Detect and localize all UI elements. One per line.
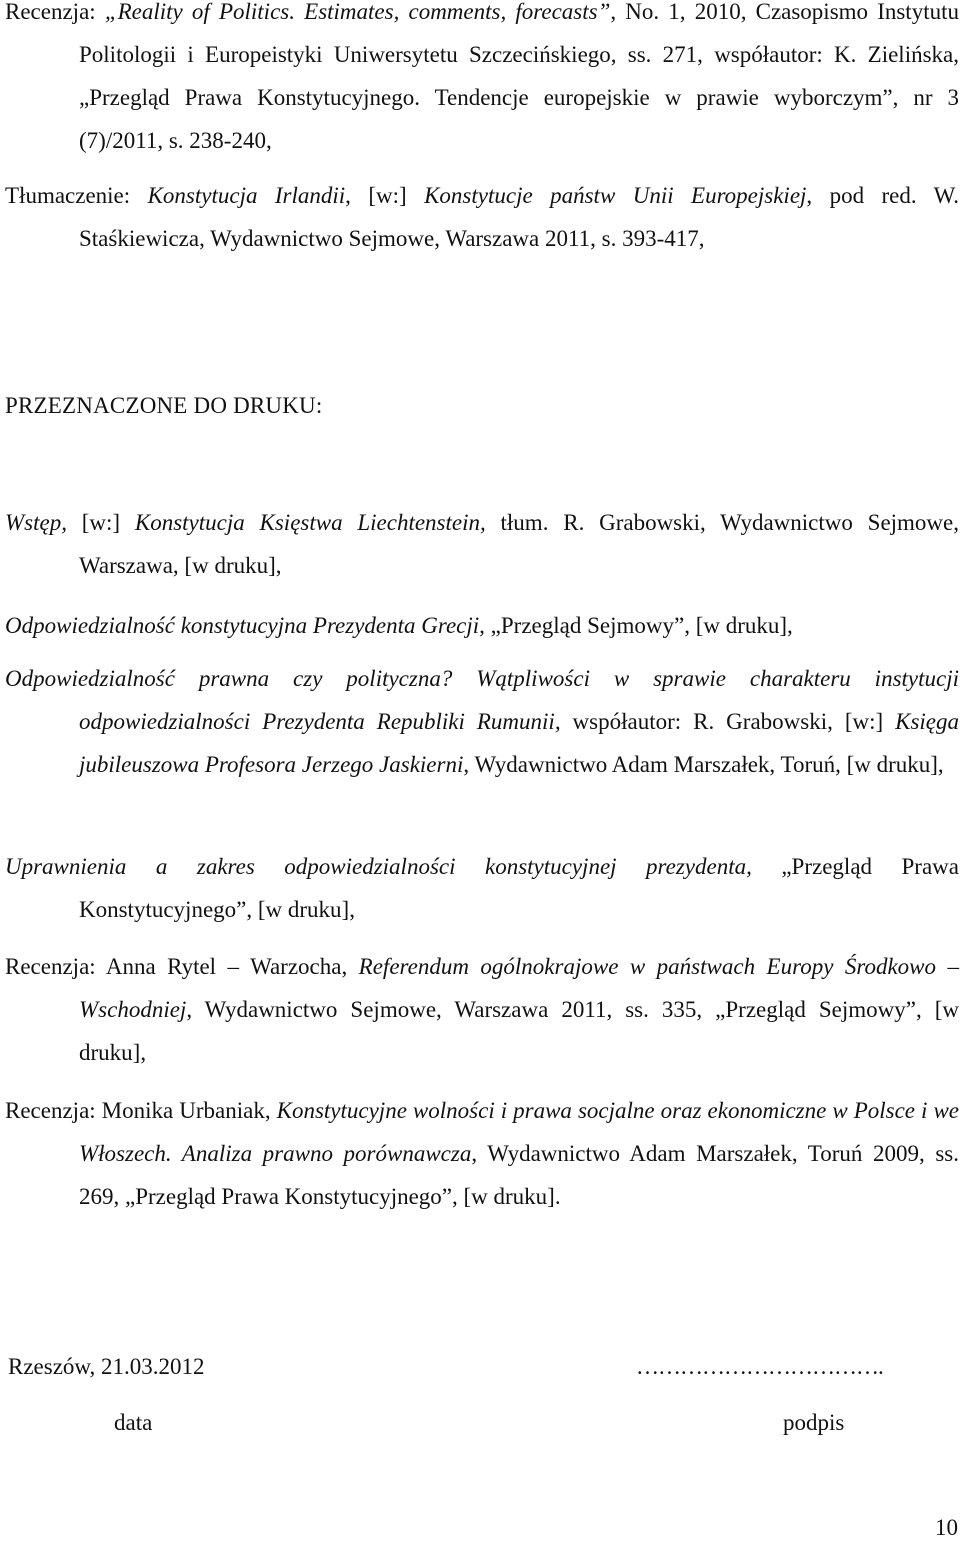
entry-title-text: Konstytucyjne wolności i prawa socjalne oraz ekonomiczne w Polsce i we Włoszech. Analiza prawno porównawcza [79,1098,959,1166]
entry-title-text: Odpowiedzialność konstytucyjna Prezydenta Grecji, [5,613,485,638]
signature-dots-line: ……………………………. [636,1354,883,1379]
date-label: data [114,1410,153,1435]
entry-text: tłum. R. Grabowski, Wydawnictwo Sejmowe, Warszawa, [w druku], [79,510,959,578]
entry-title-text: Uprawnienia a zakres odpowiedzialności konstytucyjnej prezydenta, [5,854,752,879]
entry-text: , Wydawnictwo Sejmowe, Warszawa 2011, ss. 335, „Przegląd Sejmowy”, [w druku], [79,997,959,1065]
entry-review-referendum [5,945,959,1074]
entry-title-text: Referendum ogólnokrajowe w państwach Europy Środkowo – Wschodniej [79,954,959,1022]
section-heading-for-print: PRZEZNACZONE DO DRUKU: [5,393,323,418]
entry-title-text: Księga jubileuszowa Profesora Jerzego Jaskierni [79,709,959,777]
entry-text: „Przegląd Sejmowy”, [w druku], [484,613,793,638]
entry-greece-president [5,604,959,647]
entry-title-text: Konstytucje państw Unii Europejskiej [424,183,807,208]
entry-text: , pod red. W. Staśkiewicza, Wydawnictwo Sejmowe, Warszawa 2011, s. 393-417, [79,183,959,251]
entry-review-social-rights [5,1089,959,1218]
entry-review-reality-of-politics [5,0,959,162]
entry-title-text: „Reality of Politics. Estimates, comments, forecasts” [104,0,611,24]
page-number: 10 [935,1515,958,1540]
entry-text: , Wydawnictwo Adam Marszałek, Toruń 2009, ss. 269, „Przegląd Prawa Konstytucyjnego”, [w druku]. [79,1141,959,1209]
entry-text: , No. 1, 2010, Czasopismo Instytutu Politologii i Europeistyki Uniwersytetu Szczecińskiego, ss. 271, współautor: K. Zielińska, „Przegląd Prawa Konstytucyjnego. Tendencje europejskie w prawie wyborczym”, nr 3 (7)/2011, s. 238-240, [79,0,959,153]
entry-text: Recenzja: [5,0,105,24]
signature-label: podpis [783,1410,845,1435]
entry-title-text: Wstęp, [5,510,82,535]
entry-title-text: Odpowiedzialność prawna czy polityczna? Wątpliwości w sprawie charakteru instytucji odpowiedzialności Prezydenta Republiki Rumunii, [5,666,959,734]
entry-text: Recenzja: Anna Rytel – Warzocha, [5,954,359,979]
entry-text: Tłumaczenie: [5,183,148,208]
entry-intro-liechtenstein [5,501,959,587]
entry-translation-constitution-ireland [5,174,959,260]
entry-text: Recenzja: Monika Urbaniak, [5,1098,277,1123]
entry-romania-president [5,657,959,786]
entry-title-text: Konstytucja Księstwa Liechtenstein, [134,510,486,535]
entry-text: [w:] [81,510,135,535]
entry-president-powers [5,845,959,931]
entry-text: , Wydawnictwo Adam Marszałek, Toruń, [w druku], [463,752,944,777]
entry-title-text: Konstytucja Irlandii [147,183,346,208]
entry-text: , [w:] [345,183,425,208]
entry-text: „Przegląd Prawa Konstytucyjnego”, [w druku], [79,854,959,922]
signature-place-date: Rzeszów, 21.03.2012 [8,1354,205,1379]
entry-text: współautor: R. Grabowski, [w:] [560,709,896,734]
